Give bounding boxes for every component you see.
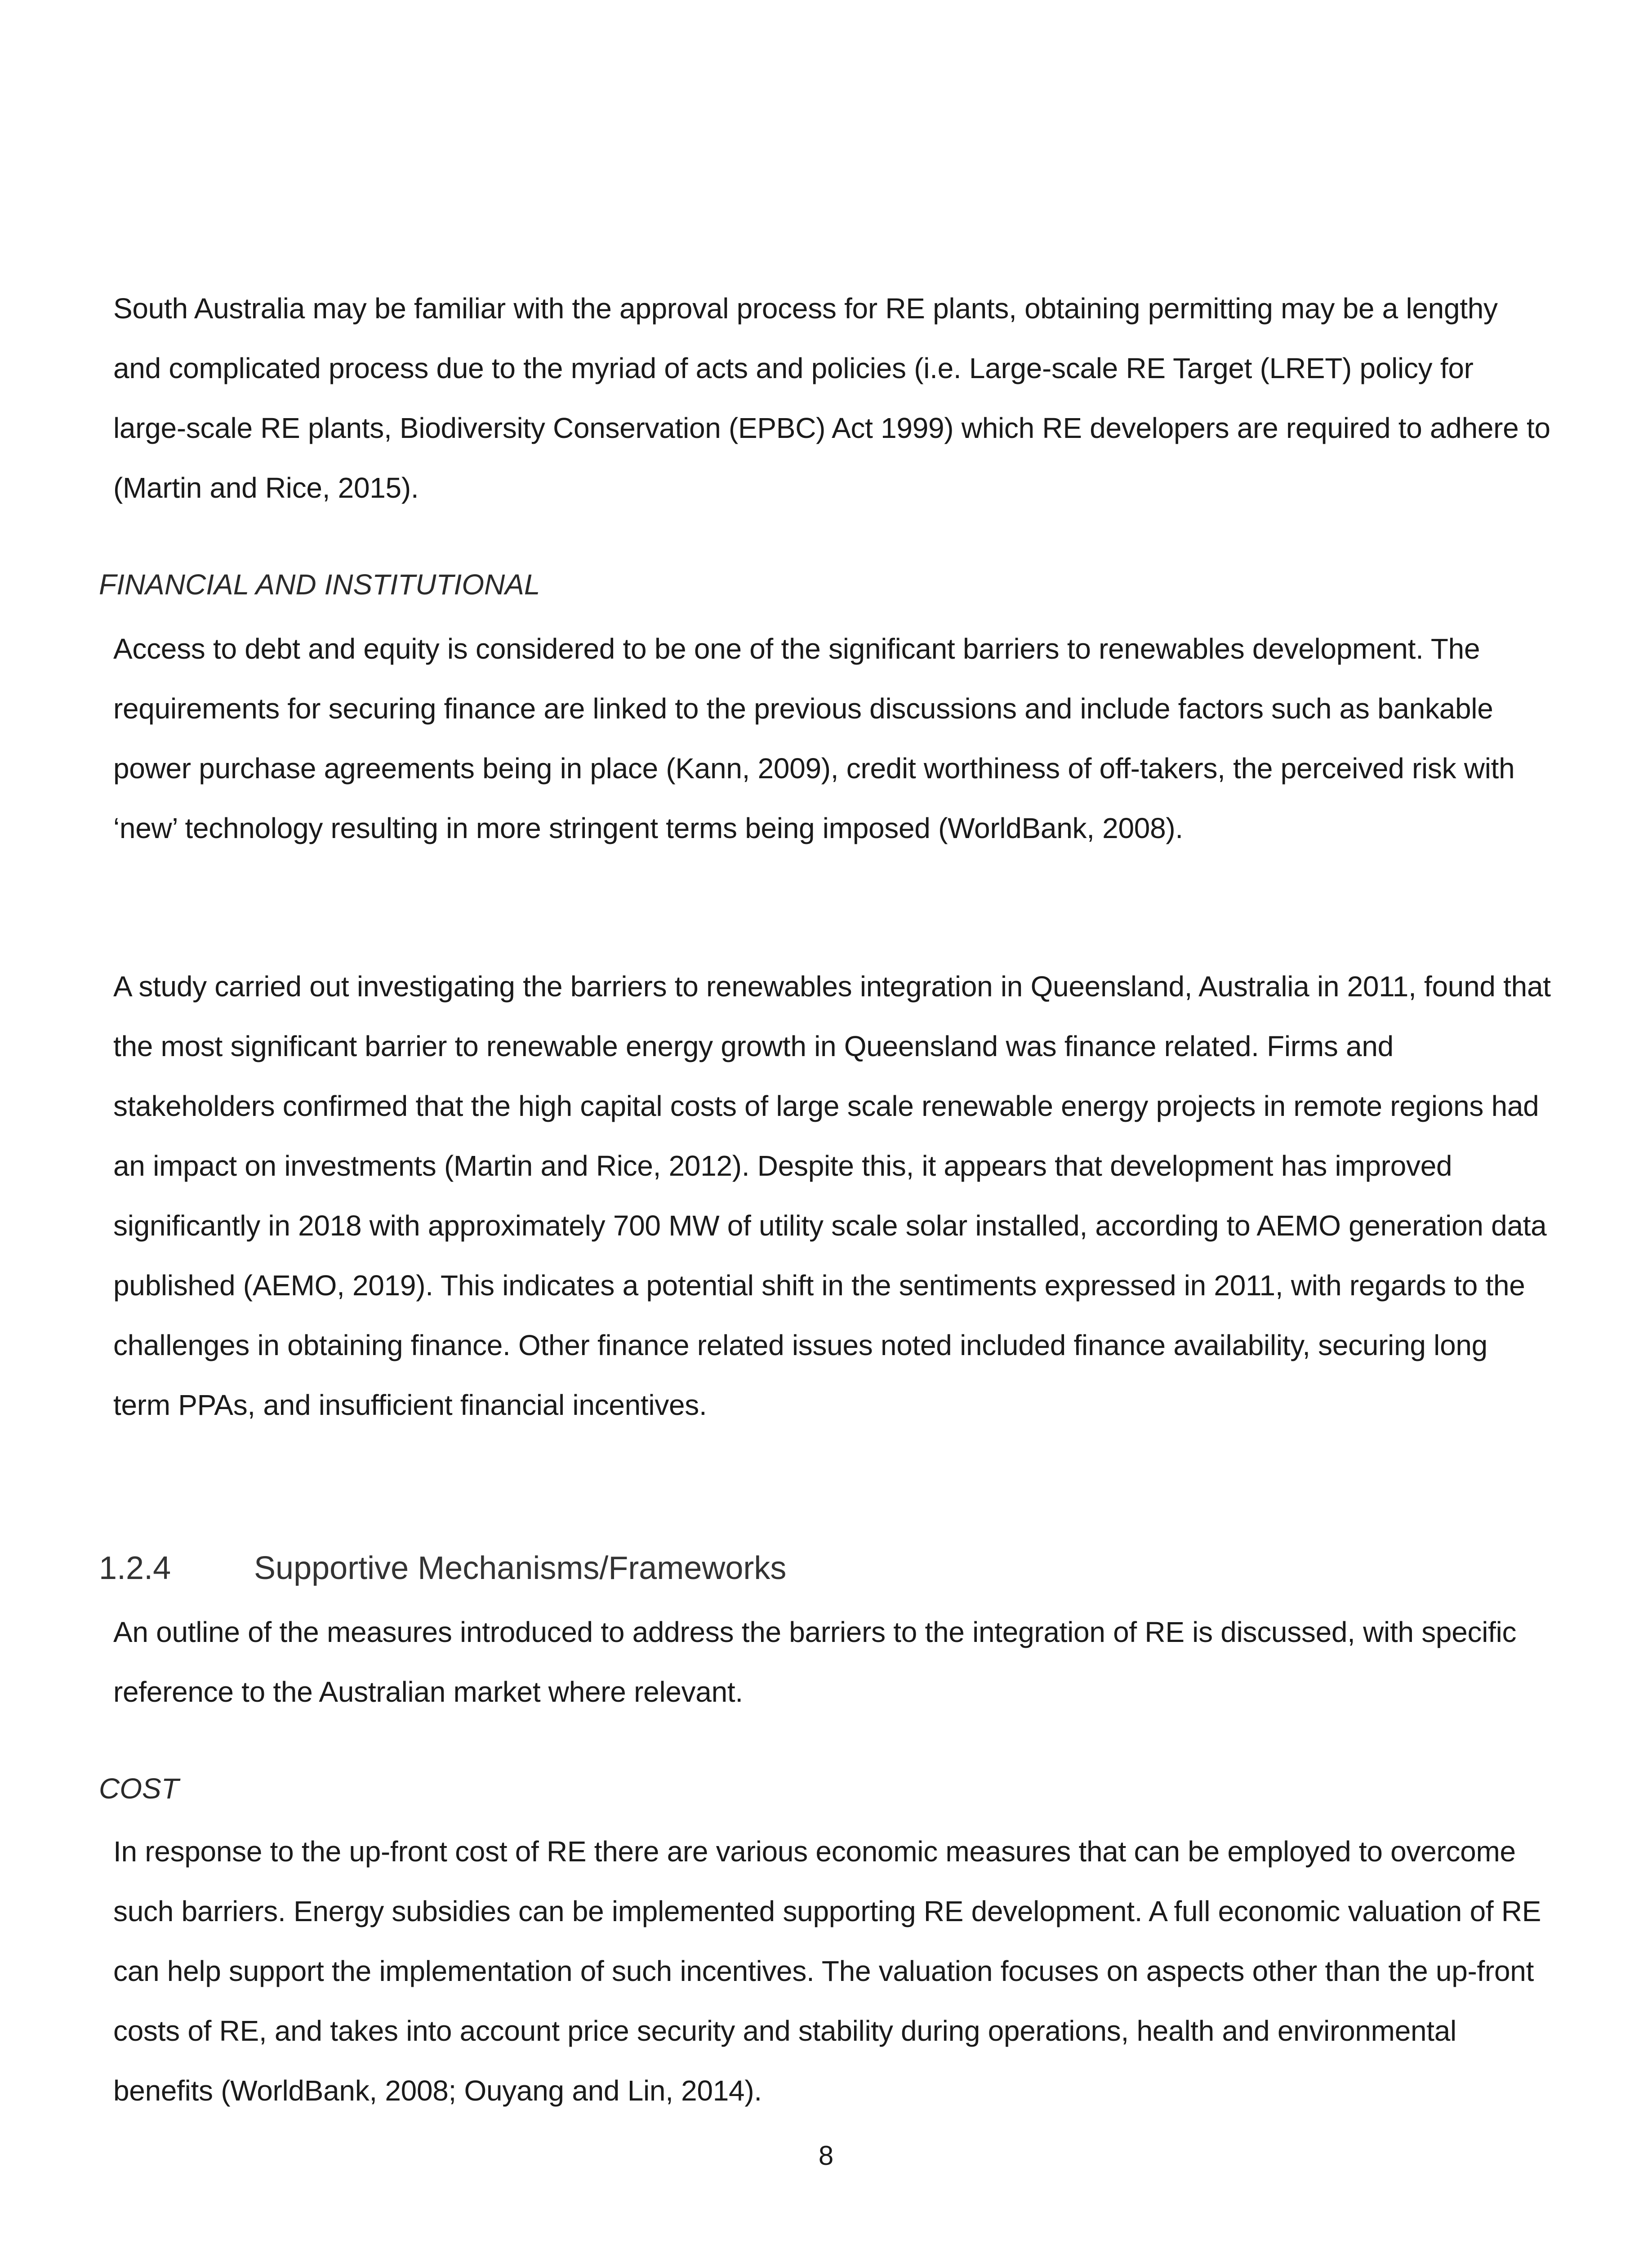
paragraph-queensland-study: A study carried out investigating the barriers to renewables integration in Queensland, Australia in 2011, found that the most significant barrier to renewable energy growth in Queensland was finance related. Firms and stakeholders confirmed that the high capital costs of large scale renewable energy projects in remote regions had an impact on investments (Martin and Rice, 2012). Despite this, it appears that development has improved significantly in 2018 with approximately 700 MW of utility scale solar installed, according to AEMO generation data published (AEMO, 2019). This indicates a potential shift in the sentiments expressed in 2011, with regards to the challenges in obtaining finance. Other finance related issues noted included finance availability, securing long term PPAs, and insufficient financial incentives. (113, 970, 1551, 1421)
paragraph-outline: An outline of the measures introduced to address the barriers to the integration of RE is discussed, with specific reference to the Australian market where relevant. (113, 1616, 1517, 1708)
paragraph-permitting: South Australia may be familiar with the approval process for RE plants, obtaining permitting may be a lengthy and complicated process due to the myriad of acts and policies (i.e. Large-scale RE Target (LRET) policy for large-scale RE plants, Biodiversity Conservation (EPBC) Act 1999) which RE developers are required to adhere to (Martin and Rice, 2015). (113, 292, 1550, 504)
section-heading (99, 1548, 786, 1588)
section-number: 1.2.4 (99, 1550, 171, 1586)
section-title: Supportive Mechanisms/Frameworks (254, 1550, 787, 1586)
subheading-financial-institutional: FINANCIAL AND INSTITUTIONAL (99, 568, 540, 601)
page-number: 8 (818, 2141, 834, 2171)
paragraph-cost: In response to the up-front cost of RE there are various economic measures that can be employed to overcome such barriers. Energy subsidies can be implemented supporting RE development. A full economic valuation of RE can help support the implementation of such incentives. The valuation focuses on aspects other than the up-front costs of RE, and takes into account price security and stability during operations, health and environmental benefits (WorldBank, 2008; Ouyang and Lin, 2014). (113, 1835, 1541, 2107)
paragraph-debt-equity: Access to debt and equity is considered to be one of the significant barriers to renewables development. The requirements for securing finance are linked to the previous discussions and include factors such as bankable power purchase agreements being in place (Kann, 2009), credit worthiness of off-takers, the perceived risk with ‘new’ technology resulting in more stringent terms being imposed (WorldBank, 2008). (113, 633, 1515, 844)
subheading-cost: COST (99, 1772, 179, 1805)
